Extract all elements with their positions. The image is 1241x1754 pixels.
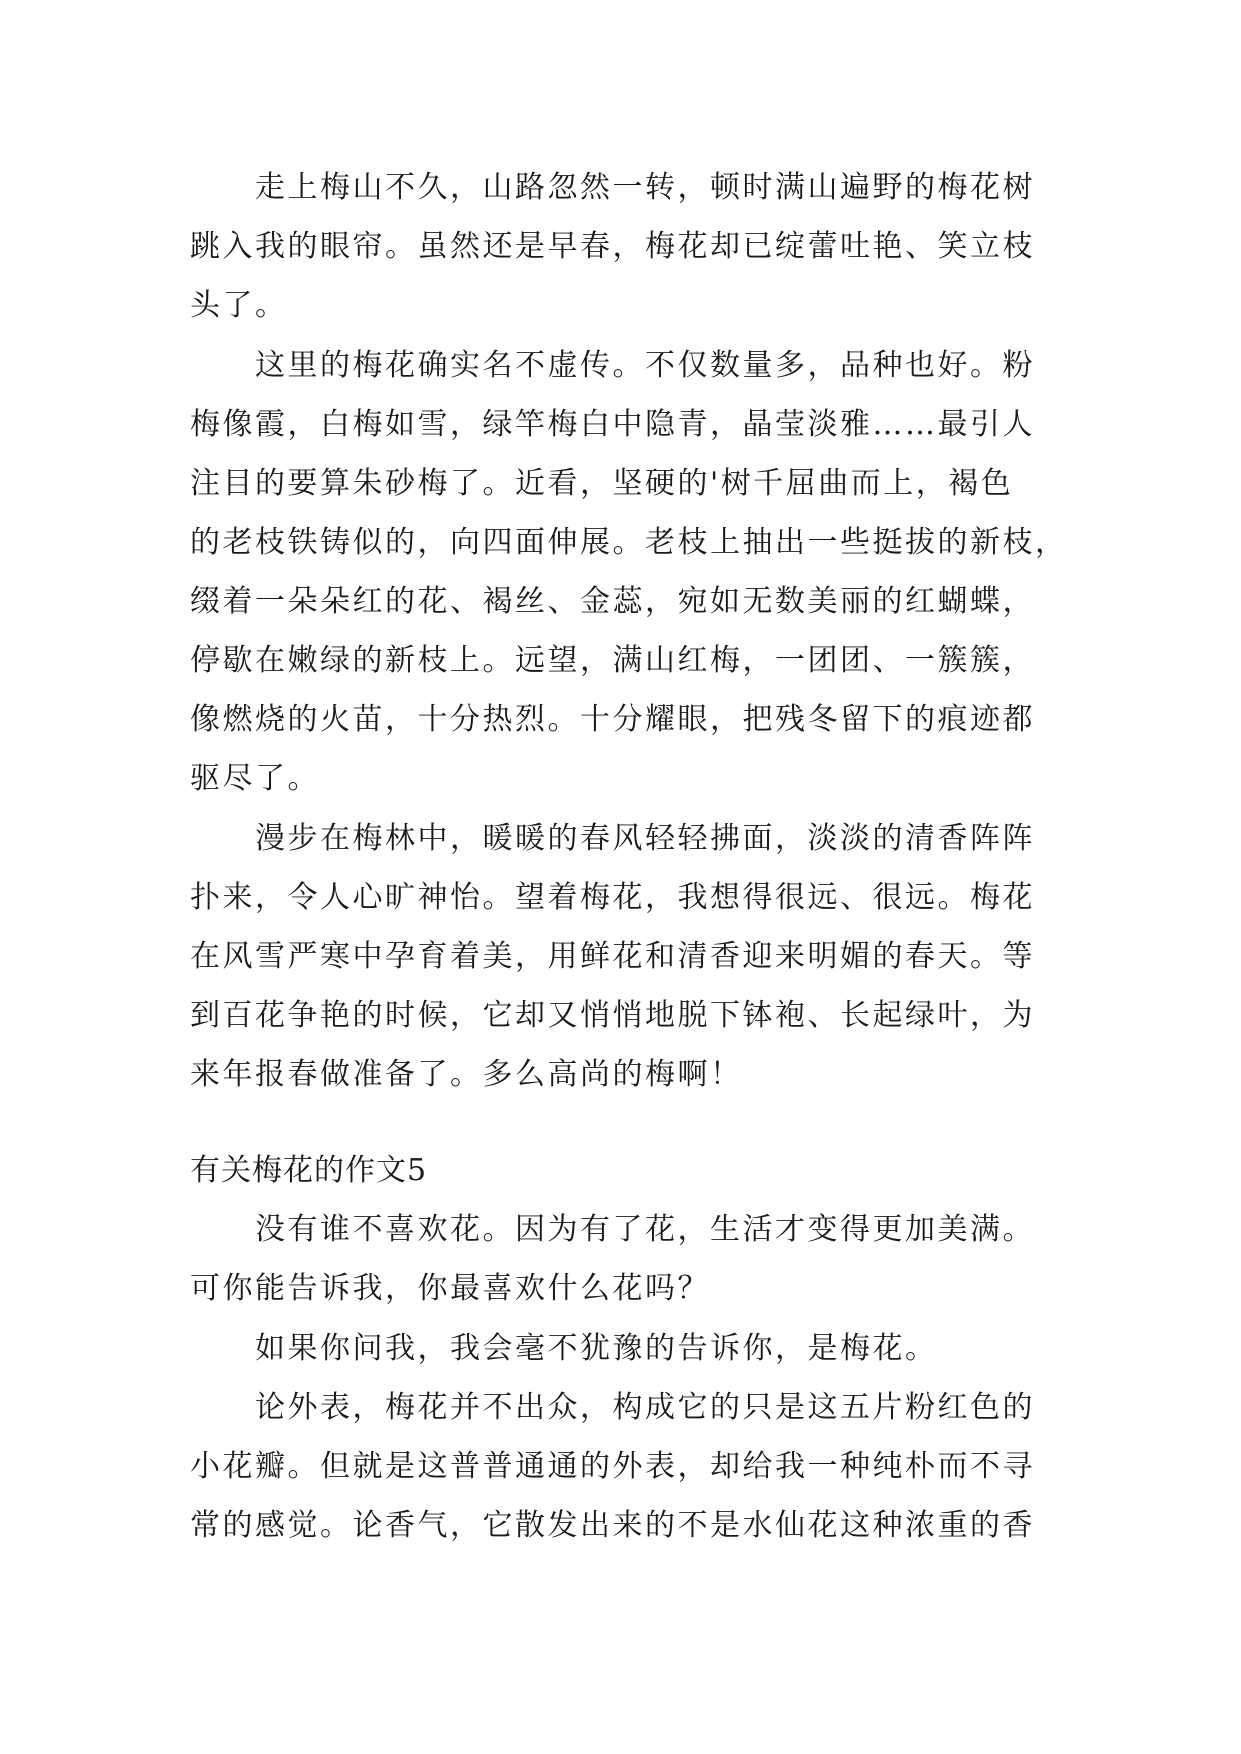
paragraph-line: 论外表，梅花并不出众，构成它的只是这五片粉红色的 [190,1390,1035,1425]
paragraph-line: 像燃烧的火苗，十分热烈。十分耀眼，把残冬留下的痕迹都 [190,702,1035,737]
paragraph-line: 缀着一朵朵红的花、褐丝、金蕊，宛如无数美丽的红蝴蝶， [190,584,1035,619]
paragraph-line: 头了。 [190,288,288,323]
paragraph-line: 小花瓣。但就是这普普通通的外表，却给我一种纯朴而不寻 [190,1449,1035,1484]
paragraph-line: 扑来，令人心旷神怡。望着梅花，我想得很远、很远。梅花 [190,880,1035,915]
paragraph-line: 的老枝铁铸似的，向四面伸展。老枝上抽出一些挺拔的新枝， [190,525,1068,560]
paragraph-line: 可你能告诉我，你最喜欢什么花吗？ [190,1271,710,1306]
paragraph-line: 梅像霞，白梅如雪，绿竿梅白中隐青，晶莹淡雅……最引人 [190,407,1035,442]
paragraph-line: 停歇在嫩绿的新枝上。远望，满山红梅，一团团、一簇簇， [190,643,1035,678]
section-heading: 有关梅花的作文5 [190,1153,428,1188]
paragraph-line: 到百花争艳的时候，它却又悄悄地脱下钵袍、长起绿叶，为 [190,998,1035,1033]
paragraph-line: 常的感觉。论香气，它散发出来的不是水仙花这种浓重的香 [190,1508,1035,1543]
paragraph-line: 注目的要算朱砂梅了。近看，坚硬的'树千屈曲而上，褐色 [190,466,1014,501]
paragraph-line: 如果你问我，我会毫不犹豫的告诉你，是梅花。 [190,1331,938,1366]
paragraph-line: 跳入我的眼帘。虽然还是早春，梅花却已绽蕾吐艳、笑立枝 [190,229,1035,264]
paragraph-line: 来年报春做准备了。多么高尚的梅啊！ [190,1057,743,1092]
paragraph-line: 走上梅山不久，山路忽然一转，顿时满山遍野的梅花树 [190,170,1035,205]
paragraph-line: 在风雪严寒中孕育着美，用鲜花和清香迎来明媚的春天。等 [190,939,1035,974]
paragraph-line: 漫步在梅林中，暖暖的春风轻轻拂面，淡淡的清香阵阵 [190,821,1035,856]
paragraph-line: 驱尽了。 [190,761,320,796]
paragraph-line: 这里的梅花确实名不虚传。不仅数量多，品种也好。粉 [190,348,1035,383]
paragraph-line: 没有谁不喜欢花。因为有了花，生活才变得更加美满。 [190,1212,1035,1247]
